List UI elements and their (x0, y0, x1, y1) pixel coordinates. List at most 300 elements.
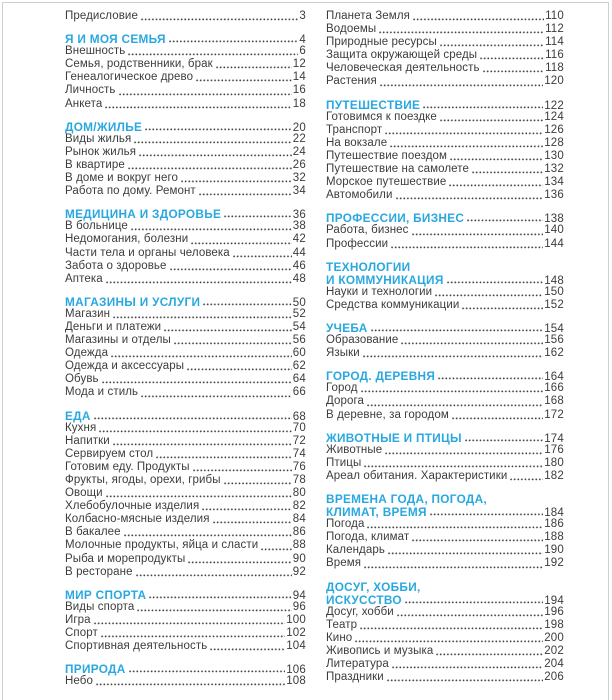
dotted-leader (181, 180, 292, 183)
toc-entry-label: Небо (65, 675, 93, 688)
toc-entry-label: В деревне, за городом (326, 408, 449, 421)
toc-entry-label: Литература (326, 658, 389, 671)
dotted-leader (385, 452, 543, 455)
toc-entry-label: Время (326, 557, 362, 570)
toc-entry (65, 640, 306, 653)
toc-entry-page: 122 (544, 99, 564, 112)
toc-entry-page: 118 (545, 62, 564, 75)
toc-section-title: ДОМ/ЖИЛЬЕ (65, 119, 143, 134)
toc-section-title: МАГАЗИНЫ И УСЛУГИ (65, 294, 201, 309)
toc-entry-page: 84 (292, 513, 306, 526)
toc-entry-page: 46 (292, 259, 306, 272)
toc-entry-page: 168 (544, 395, 564, 408)
toc-entry (326, 457, 564, 470)
toc-entry-label: Аптека (65, 272, 103, 285)
toc-entry-label: В больнице (65, 220, 128, 233)
toc-entry (326, 189, 564, 202)
toc-entry-page: 82 (292, 500, 306, 513)
toc-entry (65, 500, 306, 513)
toc-entry (65, 84, 306, 97)
toc-entry (326, 531, 564, 544)
dotted-leader (396, 197, 544, 200)
toc-entry (65, 461, 306, 474)
toc-entry-label: Семья, родственники, брак (65, 58, 213, 71)
toc-section (65, 32, 306, 111)
toc-entry-label: Сервируем стол (65, 447, 154, 460)
toc-entry-page: 152 (544, 298, 564, 311)
toc-entry-page: 138 (544, 213, 564, 226)
toc-entry-label: В ресторане (65, 565, 133, 578)
toc-entry-label: Спортивная деятельность (65, 640, 208, 653)
toc-section-header (65, 120, 306, 133)
toc-section (65, 662, 306, 688)
dotted-leader (169, 40, 299, 43)
toc-entry-page: 140 (544, 224, 564, 237)
toc-section-header (326, 492, 564, 505)
toc-entry-label: Фрукты, ягоды, орехи, грибы (65, 474, 221, 486)
toc-section-header (326, 505, 564, 518)
toc-entry-label: На вокзале (326, 136, 388, 149)
toc-section-title: ЕДА (65, 408, 91, 423)
dotted-leader (449, 184, 543, 187)
dotted-leader (483, 70, 544, 73)
toc-section-title: ПРОФЕССИИ, БИЗНЕС (326, 211, 465, 226)
toc-entry-page: 70 (292, 421, 306, 434)
toc-section-header (326, 431, 564, 444)
toc-entry-label: Ареал обитания. Характеристики (326, 469, 508, 482)
toc-section-header (326, 98, 564, 111)
toc-section-title: ТЕХНОЛОГИИ (326, 259, 411, 274)
toc-entry-label: В бакалее (65, 526, 121, 539)
toc-entry-label: Забота о здоровье (65, 259, 167, 272)
dotted-leader (438, 377, 543, 380)
dotted-leader (202, 508, 292, 511)
dotted-leader (106, 281, 292, 284)
toc-entry-page: 36 (292, 209, 306, 222)
toc-entry-label: Языки (326, 347, 360, 360)
toc-entry-label: Дорога (326, 395, 365, 408)
dotted-leader (149, 596, 291, 599)
toc-entry-label: Спорт (65, 627, 98, 640)
toc-entry (326, 470, 564, 483)
toc-entry-page: 128 (544, 136, 564, 149)
dotted-leader (447, 281, 544, 284)
toc-section (65, 10, 306, 23)
toc-entry (326, 619, 564, 632)
toc-entry (326, 606, 564, 619)
toc-entry-page: 62 (292, 360, 306, 373)
dotted-leader (440, 119, 543, 122)
toc-entry-label: Напитки (65, 434, 110, 447)
toc-entry-label: Недомогания, болезни (65, 233, 189, 246)
toc-section-title: И КОММУНИКАЦИЯ (326, 272, 444, 287)
toc-entry (65, 260, 306, 273)
dotted-leader (233, 255, 292, 258)
toc-entry-page: 164 (544, 371, 564, 384)
dotted-leader (390, 145, 543, 148)
dotted-leader (423, 106, 543, 109)
toc-entry (65, 360, 306, 373)
toc-entry-page: 112 (545, 23, 564, 36)
toc-section-title: МЕДИЦИНА И ЗДОРОВЬЕ (65, 207, 222, 222)
toc-entry-page: 190 (544, 544, 564, 557)
toc-entry (65, 233, 306, 246)
dotted-leader (261, 548, 292, 551)
toc-entry (326, 137, 564, 150)
toc-entry-label: Части тела и органы человека (65, 246, 230, 259)
toc-entry-label: Одежда и аксессуары (65, 360, 185, 373)
toc-entry-label: Путешествие на самолете (326, 163, 470, 176)
toc-entry-page: 144 (544, 237, 564, 250)
toc-entry-label: Кухня (65, 421, 97, 434)
toc-entry-page: 182 (544, 469, 564, 482)
toc-entry-label: Работа по дому. Ремонт (65, 185, 196, 198)
toc-entry-page: 102 (286, 627, 306, 640)
toc-entry-label: Предисловие (65, 10, 138, 22)
dotted-leader (94, 622, 286, 625)
toc-section-header (326, 593, 564, 606)
toc-section-title: ДОСУГ, ХОББИ, (326, 579, 421, 594)
toc-section (326, 211, 564, 250)
toc-entry (326, 544, 564, 557)
toc-entry (65, 172, 306, 185)
toc-entry-page: 124 (544, 110, 564, 123)
toc-column-right (326, 10, 564, 688)
toc-entry-page: 50 (292, 296, 306, 309)
toc-entry (65, 146, 306, 159)
toc-entry-label: Виды жилья (65, 132, 132, 145)
toc-entry-label: Науки и технологии (326, 285, 433, 298)
toc-entry-label: Виды спорта (65, 600, 135, 613)
toc-entry (65, 185, 306, 198)
toc-entry-label: Обувь (65, 373, 99, 386)
dotted-leader (385, 132, 543, 135)
toc-entry-page: 44 (292, 246, 306, 259)
toc-entry (326, 382, 564, 395)
toc-entry-label: В доме и вокруг него (65, 172, 178, 185)
toc-entry-page: 48 (292, 272, 306, 285)
dotted-leader (174, 342, 292, 345)
toc-section (65, 207, 306, 286)
toc-entry (326, 299, 564, 312)
toc-section-header (65, 409, 306, 422)
dotted-leader (102, 381, 292, 384)
toc-entry-page: 86 (292, 526, 306, 539)
toc-entry-label: Рыба и морепродукты (65, 552, 186, 565)
toc-entry-page: 14 (292, 71, 306, 84)
toc-entry (326, 658, 564, 671)
toc-entry (326, 176, 564, 189)
dotted-leader (196, 79, 292, 82)
toc-entry-page: 100 (286, 613, 306, 626)
toc-entry-page: 116 (545, 49, 564, 62)
toc-entry-page: 22 (292, 132, 306, 145)
toc-entry-label: Готовимся к поездке (326, 110, 437, 123)
toc-entry (326, 23, 564, 36)
toc-section-header (326, 211, 564, 224)
dotted-leader (187, 368, 292, 371)
toc-entry (65, 159, 306, 172)
dotted-leader (141, 395, 292, 398)
dotted-leader (128, 53, 298, 56)
toc-entry-page: 32 (292, 172, 306, 185)
dotted-leader (379, 31, 544, 34)
dotted-leader (128, 167, 292, 170)
page (2, 2, 609, 700)
dotted-leader (99, 430, 292, 433)
toc-entry-page: 60 (292, 347, 306, 360)
dotted-leader (224, 215, 292, 218)
toc-entry-label: Мода и стиль (65, 386, 139, 399)
dotted-leader (191, 242, 292, 245)
toc-entry-page: 192 (544, 557, 564, 570)
dotted-leader (145, 128, 292, 131)
toc-section-title: ПРИРОДА (65, 662, 126, 677)
dotted-leader (113, 316, 292, 319)
toc-section-header (326, 273, 564, 286)
toc-entry-page: 166 (544, 382, 564, 395)
toc-entry (326, 444, 564, 457)
dotted-leader (450, 158, 543, 161)
dotted-leader (465, 439, 543, 442)
dotted-leader (210, 648, 285, 651)
toc-entry-page: 76 (292, 460, 306, 473)
dotted-leader (199, 193, 292, 196)
dotted-leader (139, 154, 292, 157)
toc-entry (65, 98, 306, 111)
toc-entry (65, 601, 306, 614)
toc-entry-page: 150 (544, 285, 564, 298)
toc-entry (65, 71, 306, 84)
toc-entry-label: Погода (326, 518, 365, 531)
toc-entry-label: Деньги и платежи (65, 320, 162, 333)
toc-section (65, 409, 306, 579)
toc-entry (65, 539, 306, 552)
dotted-leader (131, 228, 292, 231)
toc-section (326, 431, 564, 483)
dotted-leader (405, 601, 543, 604)
toc-entry (65, 373, 306, 386)
dotted-leader (170, 268, 292, 271)
toc-entry (65, 247, 306, 260)
toc-entry-page: 66 (292, 386, 306, 399)
dotted-leader (480, 57, 544, 60)
toc-entry-label: Магазин (65, 307, 111, 320)
toc-entry-page: 74 (292, 447, 306, 460)
toc-entry-page: 24 (292, 145, 306, 158)
toc-entry-page: 110 (545, 10, 564, 22)
toc-entry (65, 45, 306, 58)
toc-entry (65, 133, 306, 146)
toc-entry-page: 134 (544, 176, 564, 189)
toc-entry (326, 163, 564, 176)
toc-section-header (65, 32, 306, 45)
dotted-leader (363, 355, 543, 358)
toc-entry-label: Растения (326, 75, 377, 88)
toc-section-title: МИР СПОРТА (65, 587, 147, 602)
table-of-contents (3, 3, 608, 688)
toc-entry-page: 126 (544, 123, 564, 136)
toc-entry-page: 78 (292, 474, 306, 486)
dotted-leader (156, 456, 292, 459)
toc-entry-label: Образование (326, 334, 399, 347)
dotted-leader (137, 609, 291, 612)
toc-entry (326, 557, 564, 570)
toc-section-header (65, 662, 306, 675)
toc-entry-page: 4 (299, 34, 306, 47)
toc-entry-page: 184 (544, 507, 564, 520)
toc-section (326, 260, 564, 312)
toc-entry-page: 174 (544, 432, 564, 445)
toc-entry-label: Рынок жилья (65, 145, 137, 158)
dotted-leader (355, 640, 543, 643)
dotted-leader (136, 574, 292, 577)
toc-entry-page: 64 (292, 373, 306, 386)
dotted-leader (364, 566, 543, 569)
toc-entry-page: 16 (292, 84, 306, 97)
toc-entry-label: Транспорт (326, 123, 383, 136)
toc-entry-page: 80 (292, 487, 306, 500)
toc-entry-label: Хлебобулочные изделия (65, 500, 200, 513)
toc-entry (65, 675, 306, 688)
toc-entry-label: Человеческая деятельность (326, 62, 480, 75)
toc-entry-label: Природные ресурсы (326, 36, 437, 49)
toc-section (326, 369, 564, 421)
dotted-leader (113, 443, 292, 446)
dotted-leader (452, 417, 543, 420)
dotted-leader (380, 84, 543, 87)
dotted-leader (124, 534, 292, 537)
toc-section-title: УЧЕБА (326, 320, 368, 335)
toc-section (326, 492, 564, 571)
toc-entry (326, 671, 564, 684)
toc-entry (65, 627, 306, 640)
dotted-leader (367, 404, 543, 407)
toc-entry (326, 36, 564, 49)
toc-entry (326, 632, 564, 645)
toc-entry (326, 518, 564, 531)
toc-entry (326, 224, 564, 237)
toc-entry-label: В квартире (65, 158, 125, 171)
dotted-leader (401, 342, 543, 345)
toc-entry-page: 68 (292, 410, 306, 423)
toc-entry (65, 474, 306, 487)
dotted-leader (436, 653, 543, 656)
toc-entry-page: 200 (544, 631, 564, 644)
toc-entry-page: 72 (292, 434, 306, 447)
toc-entry (65, 220, 306, 233)
toc-entry-label: Средства коммуникации (326, 298, 460, 311)
toc-entry-page: 186 (544, 518, 564, 531)
toc-entry (326, 10, 564, 23)
toc-entry-page: 156 (544, 334, 564, 347)
toc-entry-page: 92 (292, 565, 306, 578)
dotted-leader (430, 513, 543, 516)
dotted-leader (467, 219, 543, 222)
toc-entry-page: 132 (544, 163, 564, 176)
toc-entry-label: Планета Земля (326, 10, 410, 22)
dotted-leader (462, 307, 543, 310)
toc-entry-label: Готовим еду. Продукты (65, 460, 190, 473)
toc-entry-page: 20 (292, 121, 306, 134)
toc-entry-label: Живопись и музыка (326, 645, 434, 658)
toc-entry-page: 12 (292, 58, 306, 71)
toc-section-title: ЖИВОТНЫЕ И ПТИЦЫ (326, 430, 462, 445)
dotted-leader (96, 683, 285, 686)
toc-entry (65, 526, 306, 539)
toc-entry-page: 56 (292, 334, 306, 347)
dotted-leader (134, 141, 291, 144)
toc-entry-page: 34 (292, 185, 306, 198)
dotted-leader (387, 679, 543, 682)
toc-entry-label: Анкета (65, 97, 103, 110)
toc-entry-label: Праздники (326, 671, 384, 684)
dotted-leader (203, 303, 292, 306)
dotted-leader (440, 44, 544, 47)
toc-entry-page: 202 (544, 645, 564, 658)
toc-entry-label: Календарь (326, 544, 385, 557)
toc-entry-page: 148 (544, 274, 564, 287)
toc-entry-page: 194 (544, 594, 564, 607)
toc-entry-page: 52 (292, 307, 306, 320)
dotted-leader (141, 18, 298, 21)
toc-entry-page: 6 (299, 45, 306, 58)
toc-entry-page: 26 (292, 158, 306, 171)
toc-entry (65, 422, 306, 435)
toc-entry (326, 645, 564, 658)
toc-entry (65, 386, 306, 399)
dotted-leader (361, 390, 544, 393)
toc-entry-page: 196 (544, 605, 564, 618)
dotted-leader (397, 614, 543, 617)
toc-entry-page: 96 (292, 600, 306, 613)
toc-entry-page: 94 (292, 589, 306, 602)
toc-entry-label: Колбасно-мясные изделия (65, 513, 210, 526)
toc-entry-page: 130 (544, 149, 564, 162)
toc-entry-label: Город (326, 382, 358, 395)
dotted-leader (94, 417, 292, 420)
toc-entry-page: 38 (292, 220, 306, 233)
toc-entry-label: Птицы (326, 456, 362, 469)
toc-entry (326, 286, 564, 299)
toc-entry-page: 176 (544, 443, 564, 456)
toc-section-header (65, 588, 306, 601)
toc-entry-label: Овощи (65, 487, 103, 500)
dotted-leader (164, 329, 292, 332)
dotted-leader (391, 246, 543, 249)
toc-section (326, 321, 564, 360)
toc-entry-label: Театр (326, 618, 358, 631)
toc-entry-page: 180 (544, 456, 564, 469)
toc-entry-label: Досуг, хобби (326, 605, 394, 618)
dotted-leader (213, 521, 292, 524)
dotted-leader (412, 539, 543, 542)
toc-entry-page: 90 (292, 552, 306, 565)
toc-entry (65, 614, 306, 627)
toc-entry (65, 273, 306, 286)
toc-entry-label: Кино (326, 631, 353, 644)
dotted-leader (119, 93, 292, 96)
toc-entry-page: 42 (292, 233, 306, 246)
toc-entry-label: Внешность (65, 45, 126, 58)
dotted-leader (412, 233, 544, 236)
toc-entry (326, 75, 564, 88)
toc-entry (65, 347, 306, 360)
dotted-leader (101, 635, 285, 638)
dotted-leader (367, 526, 543, 529)
toc-entry-page: 162 (544, 347, 564, 360)
toc-entry (65, 435, 306, 448)
